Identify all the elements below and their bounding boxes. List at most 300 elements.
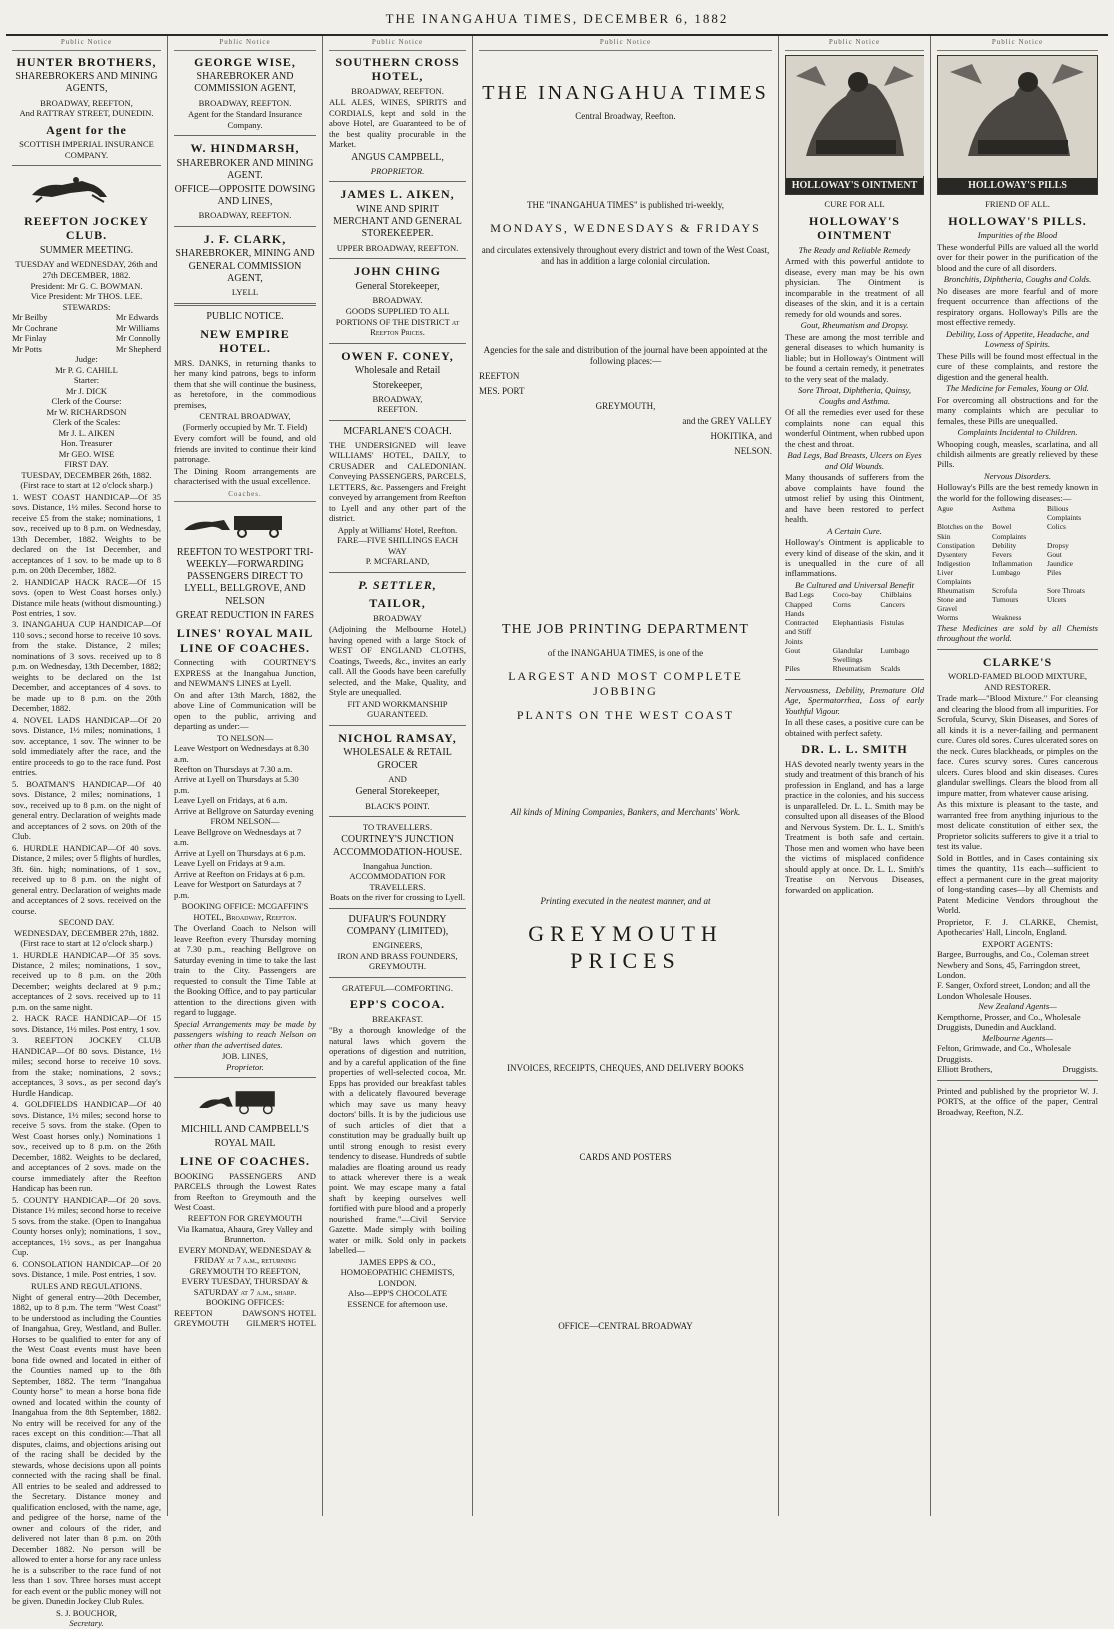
divider (329, 725, 466, 726)
agent-line: Agent for the Standard Insurance Company. (187, 109, 303, 130)
largest-line: LARGEST AND MOST COMPLETE JOBBING (508, 669, 743, 698)
advert-title: HOLLOWAY'S PILLS. (948, 213, 1087, 228)
section-heading: The Medicine for Females, Young or Old. (946, 383, 1089, 394)
office-line: OFFICE—CENTRAL BROADWAY (558, 1320, 693, 1331)
advert-subtitle: WORLD-FAMED BLOOD MIXTURE, (947, 671, 1087, 682)
pills-engraving (937, 55, 1098, 196)
advert-subtitle: General Storekeeper, (355, 280, 440, 292)
blank-space (479, 989, 772, 1059)
office-hotel: GILMER'S HOTEL (246, 1318, 316, 1329)
schedule-line: Leave Bellgrove on Wednesdays at 7 a.m. (174, 826, 302, 848)
address-line: CENTRAL BROADWAY, (199, 411, 291, 422)
offices-row (174, 1318, 316, 1328)
advert-body: In all these cases, a positive cure can be obtained with perfect safety. (785, 717, 924, 738)
schedule-line: Arrive at Lyell on Thursdays at 5.30 p.m. (174, 774, 299, 795)
advert-body: (Adjoining the Melbourne Hotel,) having opened with a large Stock of WEST OF ENGLAND CLOTHS, Coatings, Tweeds, &c., invites an early call. All the Goods have been carefully selected, and the Make, Quality, and Style are unequalled. (329, 624, 466, 698)
days-line: EVERY TUESDAY, THURSDAY & SATURDAY at 7 a.m., sharp. (181, 1276, 309, 1297)
advert-title: W. HINDMARSH, (190, 140, 300, 155)
steward-name: Mr Connolly (115, 333, 161, 344)
list-item: Rheumatism (832, 664, 872, 674)
steward-name: Mr Beilby (12, 312, 48, 323)
engraving-banner: HOLLOWAY'S OINTMENT (786, 178, 923, 194)
list-item: Piles (785, 664, 800, 674)
advert-body: As this mixture is pleasant to the taste, and warranted free from anything injurious to the most delicate constitution of either sex, the Proprietor solicits sufferers to give it a trial to test its value. (937, 799, 1098, 852)
address-line: LYELL (231, 287, 259, 298)
address-line: BROADWAY, (372, 393, 423, 404)
official-role: Clerk of the Course: (51, 396, 122, 407)
list-item: Bilious Complaints (1047, 504, 1082, 523)
advert-subtitle: SHAREBROKER, MINING AND GENERAL COMMISSION AGENT, (175, 248, 315, 284)
advert-title: DUFAUR'S FOUNDRY COMPANY (LIMITED), (346, 913, 449, 937)
stewards-list (12, 312, 161, 354)
column-1 (6, 36, 168, 1629)
advert-title: JOHN CHING (353, 264, 441, 279)
offices-row (174, 1308, 316, 1318)
fare-line: FARE—FIVE SHILLINGS EACH WAY (336, 535, 459, 556)
steward-name: Mr Cochrane (12, 322, 58, 333)
club-title: REEFTON JOCKEY CLUB. (24, 213, 149, 243)
advert-title: HUNTER BROTHERS, (16, 54, 157, 69)
official-name: Mr W. RICHARDSON (46, 406, 127, 417)
booking-line: BOOKING OFFICE: MCGAFFIN'S HOTEL, Broadway, Reefton. (181, 901, 309, 922)
advert-title: JAMES L. AIKEN, (340, 187, 455, 202)
advert-body: Connecting with COURTNEY'S EXPRESS at the Inangahua Junction, and NEWMAN'S LINES at Lyell. (174, 657, 316, 689)
agency-town: GREYMOUTH, (595, 401, 656, 412)
proprietor-role: Proprietor. (226, 1061, 264, 1072)
advert-title: NICHOL RAMSAY, (338, 730, 457, 745)
advert-body: MRS. DANKS, in returning thanks to her many kind patrons, begs to inform them that she will continue the business, as heretofore, in the commodious premises, (174, 357, 316, 410)
blank-space (479, 822, 772, 892)
official-role: Starter: (73, 375, 100, 386)
advert-subtitle: ACCOMMODATION FOR TRAVELLERS. (349, 871, 446, 892)
advert-body: These Pills will be found most effectual in the cure of these complaints, and restore the digestion and the general health. (937, 350, 1098, 382)
advert-subtitle: WHOLESALE & RETAIL GROCER (343, 747, 452, 771)
race-entry: 6. CONSOLATION HANDICAP—Of 20 sovs. Distance, 1 mile. Post entries, 1 sov. (12, 1258, 161, 1280)
day-start: (First race to start at 12 o'clock sharp.) (20, 480, 153, 491)
list-item: Lumbago (880, 645, 910, 655)
advert-title: OWEN F. CONEY, (341, 348, 454, 363)
day-heading: SECOND DAY. (58, 917, 115, 928)
section-header: Coaches. (174, 488, 316, 503)
list-item: Debility (992, 540, 1017, 550)
advert-title: LINE OF COACHES. (180, 1153, 310, 1168)
list-item: Weakness (992, 612, 1022, 622)
list-item: Elephantiasis (832, 618, 874, 628)
schedule-heading: FROM NELSON— (210, 816, 280, 827)
race-entry: 5. COUNTY HANDICAP—Of 20 sovs. Distance 1½ miles; second horse to receive 5 sovs. from the stake. (Open to Inangahua County horses only); nominations, 1 sov., acceptances, 1½ sovs., as per Inangahua Cup. (12, 1194, 161, 1258)
divider (174, 226, 316, 227)
list-item: Coco-bay (832, 590, 863, 600)
divider (329, 816, 466, 817)
advert-body: Every comfort will be found, and old friends are invited to continue their kind patronage. (174, 433, 316, 465)
advert-title: COURTNEY'S JUNCTION ACCOMMODATION-HOUSE. (332, 834, 463, 858)
section-heading: Gout, Rheumatism and Dropsy. (800, 320, 909, 331)
advert-body: For overcoming all obstructions and for the many complaints which are peculiar to females, these Pills are unequalled. (937, 394, 1098, 426)
list-item: Stone and Gravel (937, 594, 967, 613)
divider (329, 343, 466, 344)
advert-title: LINES' ROYAL MAIL LINE OF COACHES. (176, 625, 314, 655)
list-item: Fevers (992, 549, 1012, 559)
company-line: COMPANY. (64, 149, 109, 160)
schedule-line: Arrive at Lyell on Thursdays at 6 p.m. (174, 847, 306, 858)
divider (937, 1080, 1098, 1081)
day-date: WEDNESDAY, DECEMBER 27th, 1882. (14, 927, 159, 938)
schedule-line: Arrive at Bellgrove on Saturday evening (174, 805, 314, 816)
advert-subtitle: SHAREBROKER AND COMMISSION AGENT, (194, 71, 296, 95)
advert-title: SOUTHERN CROSS HOTEL, (335, 54, 460, 84)
vicepresident-line: Vice President: Mr THOS. LEE. (30, 291, 143, 302)
advert-body: GOODS SUPPLIED TO ALL PORTIONS OF THE DISTRICT at Reefton Prices. (335, 306, 460, 338)
list-item: Dysentery (937, 549, 968, 559)
circulation-line: and circulates extensively throughout every district and town of the West Coast, and has in addition a large colonial circulation. (481, 245, 770, 267)
list-item: Colics (1047, 522, 1066, 532)
advert-body: Holloway's Ointment is applicable to every kind of disease of the skin, and it is unequalled in the cure of all inflammations. (785, 537, 924, 579)
section-heading: Sore Throat, Diphtheria, Quinsy, Coughs and Asthma. (798, 385, 911, 406)
list-item: Piles (1047, 567, 1062, 577)
list-item: Inflammation (992, 558, 1033, 568)
list-item: Scalds (880, 664, 901, 674)
engraving-banner: HOLLOWAY'S PILLS (938, 178, 1097, 194)
divider (174, 135, 316, 136)
column-2 (168, 36, 323, 1516)
advert-subtitle: ROYAL MAIL (214, 1137, 276, 1149)
advert-subtitle: Storekeeper, (372, 379, 423, 391)
address-line: BROADWAY (373, 613, 422, 623)
section-heading: Debility, Loss of Appetite, Headache, and Lowness of Spirits. (945, 328, 1090, 350)
route-line: REEFTON TO WESTPORT TRI-WEEKLY—FORWARDING PASSENGERS DIRECT TO LYELL, BELLGROVE, AND NELSON (176, 546, 314, 607)
invoice-line: INVOICES, RECEIPTS, CHEQUES, AND DELIVERY BOOKS (507, 1062, 744, 1073)
schedule-line: Leave Lyell on Fridays, at 6 a.m. (174, 795, 288, 806)
advert-body: Holloway's Pills are the best remedy known in the world for the following diseases:— (937, 482, 1098, 503)
official-role: Hon. Treasurer (60, 438, 113, 449)
official-name: Mr GEO. WISE (58, 448, 115, 459)
divider (329, 181, 466, 182)
allegory-figure-icon (938, 56, 1096, 176)
cards-line: CARDS AND POSTERS (579, 1151, 672, 1162)
racehorse-icon (12, 175, 162, 203)
advert-subtitle: Wholesale and Retail (354, 365, 441, 377)
offices-heading: BOOKING OFFICES: (205, 1297, 285, 1308)
advert-body: These wonderful Pills are valued all the world over for their power in the purification of the blood and the cure of all disorders. (937, 241, 1098, 273)
plants-line: PLANTS ON THE WEST COAST (516, 708, 735, 723)
agencies-line: Agencies for the sale and distribution of the journal have been appointed at the following places:— (483, 345, 768, 367)
steward-name: Mr Shepherd (115, 343, 161, 354)
schedule-line: Leave Westport on Wednesdays at 8.30 a.m. (174, 743, 309, 764)
list-item: Fistulas (880, 618, 904, 628)
route-line: REEFTON FOR GREYMOUTH (187, 1213, 303, 1224)
agent-line: Kempthorne, Prosser, and Co., Wholesale Druggists, Dunedin and Auckland. (937, 1011, 1081, 1033)
race-entry: 1. HURDLE HANDICAP—Of 35 sovs. Distance, 2 miles; nominations, 1 sov., received up to 8 p.m. on the 20th December; weights declared at 9 p.m.; acceptances of 2 sovs. received up to 11 p.m. on the same night. (12, 949, 161, 1012)
day-date: TUESDAY, DECEMBER 26th, 1882. (21, 469, 152, 480)
race-entry: 3. REEFTON JOCKEY CLUB HANDICAP—Of 80 sovs. Distance, 1½ miles; second horse to receive 10 sovs. from the stake; nominations, 2 sovs.; acceptances, 3 sovs., as per second day's Hurdle Handicap. (12, 1035, 161, 1098)
proprietor-line: Proprietor, F. J. CLARKE, Chemist, Apothecaries' Hall, Lincoln, England. (937, 916, 1098, 938)
newspaper-title: THE INANGAHUA TIMES (482, 81, 769, 104)
ailment-list (785, 590, 924, 673)
advert-subtitle: IRON AND BRASS FOUNDERS, (337, 950, 458, 961)
address-line: BLACK'S POINT. (365, 800, 430, 811)
prices-line: GREYMOUTH PRICES (528, 921, 723, 973)
agent-line: Agent for the (46, 122, 127, 137)
advert-body: Many thousands of sufferers from the above complaints have found the utmost relief by using this Ointment, and have been restored to perfect health. (785, 472, 924, 525)
advert-body: These Medicines are sold by all Chemists throughout the world. (937, 622, 1098, 644)
address-line: REEFTON. (377, 404, 418, 415)
proprietor-name: ANGUS CAMPBELL, (351, 151, 444, 163)
list-item: Glandular Swellings (832, 645, 864, 665)
advert-subtitle: General Storekeeper, (355, 786, 440, 798)
guarantee-line: FIT AND WORKMANSHIP GUARANTEED. (347, 698, 448, 720)
stewards-heading: STEWARDS: (62, 301, 111, 312)
ailment-list (937, 504, 1098, 621)
divider (174, 303, 316, 306)
notice-heading: PUBLIC NOTICE. (206, 310, 284, 322)
advert-subtitle: SHAREBROKER AND MINING AGENT. (176, 157, 314, 181)
advert-body: These are among the most terrible and general diseases to which humanity is liable; but in Holloway's Ointment will be found a certain remedy, it penetrates to the very seat of the malady. (785, 331, 924, 384)
office-line: OFFICE—OPPOSITE DOWSING AND LINES, (174, 183, 316, 208)
steward-name: Mr Potts (12, 343, 42, 354)
agent-line: Felton, Grimwade, and Co., Wholesale Druggists. (937, 1043, 1071, 1064)
blank-space (479, 126, 772, 196)
insurance-line: SCOTTISH IMPERIAL INSURANCE (19, 139, 154, 150)
list-item: Contracted and Stiff Joints (785, 618, 819, 646)
advert-subtitle: SHAREBROKERS AND MINING AGENTS, (15, 71, 158, 95)
section-heading: Melbourne Agents— (982, 1032, 1053, 1043)
advert-title: J. F. CLARK, (203, 231, 287, 246)
advert-title: P. SETTLER, (358, 577, 437, 592)
schedule-heading: TO NELSON— (217, 732, 273, 743)
coach-icon (174, 510, 314, 538)
divider (329, 977, 466, 978)
list-item: Bad Legs (785, 590, 814, 600)
schedule-line: Arrive at Reefton on Fridays at 6 p.m. (174, 868, 306, 879)
proprietor-role: PROPRIETOR. (370, 165, 425, 176)
advert-body: Boats on the river for crossing to Lyell. (329, 892, 466, 903)
advert-title: DR. L. L. SMITH (801, 742, 908, 757)
day-start: (First race to start at 12 o'clock sharp.) (20, 938, 153, 949)
race-entry: 5. BOATMAN'S HANDICAP—Of 40 sovs. Distance, 2 miles; nominations, 1 sov., received up to 8 p.m. on the night of general entry. Declaration of weights made and acceptances of 2 sovs. on 20th of the Club. (12, 778, 161, 842)
address-line: BROADWAY, REEFTON. (198, 97, 292, 108)
list-item: Constipation (937, 540, 975, 550)
conjunction: AND (388, 773, 407, 784)
list-item: Tumours (992, 594, 1019, 604)
agency-town: MES. PORT (479, 386, 525, 397)
column-header: Public Notice (12, 36, 161, 51)
official-role: Clerk of the Scales: (52, 417, 121, 428)
advert-kicker: GRATEFUL—COMFORTING. (342, 982, 453, 993)
address-line: And RATTRAY STREET, DUNEDIN. (19, 108, 154, 119)
schedule-line: Leave Lyell on Fridays at 9 a.m. (174, 858, 286, 869)
list-item: Gout (785, 645, 801, 655)
address-line: BROADWAY. (372, 294, 423, 305)
kinds-line: All kinds of Mining Companies, Bankers, and Merchants' Work. (510, 807, 741, 818)
steward-name: Mr Finlay (12, 333, 47, 344)
list-item: Chilblains (880, 590, 912, 600)
list-item: Cancers (880, 599, 905, 609)
advert-title: HOLLOWAY'S OINTMENT (809, 213, 900, 243)
rules-text: Night of general entry—20th December, 1882, up to 8 p.m. The term "West Coast" to be understood as including the Counties of Inangahua, Grey, Westland, and Buller. Horses to be qualified to enter for any of the West Coast events must have been bona fide owned and located in either of the Counties named up to the 8th September, 1882. The term "Inangahua County horse" to mean a horse bona fide owned and located within the county of Inangahua from the 8th September, 1882. No entry will be received for any of the races except on this condition:—That all disputes, claims, and objections arising out of the racing shall be decided by the stewards, whose decisions upon all points connected with the racing shall be final. All entries to be sealed and addressed to the Secretary. Distance money and qualification enclosed, with the name, age, and pedigree of the horse, name of the owner and colours of the rider, and delivered not later than 8 p.m. on 20th December 1882. No person will be allowed to enter a horse for any race unless he is a subscriber to the race fund of not less than 1 sov. Three horses must accept for each event or the public money will not be given. Dunedin Jockey Club Rules. (12, 1292, 161, 1607)
agency-town: HOKITIKA, and (710, 431, 772, 442)
advert-subtitle: ENGINEERS, (372, 940, 423, 951)
section-heading: New Zealand Agents— (978, 1001, 1057, 1012)
address-line: LONDON. (378, 1277, 417, 1288)
advert-body: HAS devoted nearly twenty years in the study and treatment of this branch of his profession in England, and has a large practice in the colonies, and his success is unparalleled. Dr. L. L. Smith may be consulted upon all diseases of the Blood and Nervous System. Dr. L. L. Smith's Treatment is both safe and certain. Those men and women who have been the victims of misplaced confidence should apply at once. Dr. L. L. Smith's Treatise on Nervous Diseases, forwarded on application. (785, 758, 924, 895)
advert-body: Sold in Bottles, and in Cases containing six times the quantity, 11s each—sufficient to effect a permanent cure in the great majority of long-standing cases—by all Chemists and Patent Medicine Vendors throughout the World. (937, 852, 1098, 916)
section-heading: Be Cultured and Universal Benefit (794, 579, 915, 590)
divider (329, 420, 466, 421)
coach-icon (174, 1087, 314, 1115)
divider (937, 649, 1098, 650)
section-heading: EXPORT AGENTS: (982, 938, 1053, 949)
meeting-title: SUMMER MEETING. (39, 244, 134, 256)
advert-body: Trade mark—"Blood Mixture." For cleansing and clearing the blood from all impurities. For Scrofula, Scurvy, Skin Diseases, and Sores of all kinds it is a never-failing and permanent cure. Cures old sores. Cures ulcerated sores on the neck. Cures blackheads, or pimples on the face. Cures scurvy sores. Cures cancerous ulcers. Cures blood and skin diseases. Cures glandular swellings. Clears the blood from all impure matter, from whatever cause arising. (937, 693, 1098, 798)
blank-space (479, 271, 772, 341)
druggist-name: Elliott Brothers, (937, 1064, 993, 1075)
proprietor-name: JAMES EPPS & CO., (359, 1256, 436, 1267)
divider (785, 679, 924, 680)
office-town: GREYMOUTH (174, 1318, 229, 1329)
blank-space (479, 461, 772, 611)
signature: P. MCFARLAND, (365, 556, 430, 567)
steward-name: Mr Williams (115, 322, 160, 333)
column-5 (779, 36, 931, 1516)
rules-heading: RULES AND REGULATIONS. (30, 1280, 142, 1291)
divider (329, 258, 466, 259)
advert-body: BOOKING PASSENGERS AND PARCELS through the Lowest Rates from Reefton to Greymouth and the West Coast. (174, 1170, 316, 1212)
list-item: Asthma (992, 504, 1015, 514)
formerly-line: (Formerly occupied by Mr. T. Field) (182, 421, 308, 432)
advert-subtitle: WINE AND SPIRIT MERCHANT AND GENERAL STOREKEEPER. (333, 203, 462, 240)
list-item: Ague (937, 504, 954, 514)
imprint: Printed and published by the proprietor W. J. PORTS, at the office of the paper, Central Broadway, Reefton, N.Z. (937, 1085, 1098, 1117)
advert-title: GEORGE WISE, (194, 54, 296, 69)
list-item: Corns (832, 599, 851, 609)
list-item: Scrofula (992, 585, 1018, 595)
list-item: Chapped Hands (785, 599, 812, 618)
advert-title: NEW EMPIRE HOTEL. (200, 326, 290, 356)
druggist-row (937, 1064, 1098, 1074)
column-header: Public Notice (785, 36, 924, 51)
department-subtitle: of the INANGAHUA TIMES, is one of the (547, 648, 704, 659)
divider (12, 165, 161, 166)
advert-body: Also—EPP'S CHOCOLATE ESSENCE for afternoon use. (347, 1288, 448, 1309)
agency-town: REEFTON (479, 371, 520, 382)
advert-kicker: FRIEND OF ALL. (985, 199, 1050, 210)
address-line: BROADWAY, REEFTON, (40, 97, 133, 108)
druggist-role: Druggists. (1062, 1064, 1098, 1075)
advert-subtitle: AND RESTORER. (984, 681, 1051, 692)
column-header: Public Notice (937, 36, 1098, 51)
advert-body: Armed with this powerful antidote to disease, every man may be his own physician. The Ointment is incomparable in the treatment of all diseases of the skin, and it is a certain remedy for old wounds and sores. (785, 256, 924, 319)
list-item: Sore Throats (1047, 585, 1085, 595)
column-6 (931, 36, 1104, 1516)
race-entry: 2. HANDICAP HACK RACE—Of 15 sovs. (open to West Coast horses only.) Distance mile heats (without dismounting.) Post entries, 1 sov. (12, 576, 161, 618)
column-header: Public Notice (479, 36, 772, 51)
race-entry: 2. HACK RACE HANDICAP—Of 15 sovs. Distance, 1½ miles. Post entry, 1 sov. (12, 1013, 161, 1034)
advert-title: CLARKE'S (982, 654, 1053, 669)
meeting-dates: TUESDAY and WEDNESDAY, 26th and 27th DECEMBER, 1882. (15, 259, 158, 280)
race-entry: 6. HURDLE HANDICAP—Of 40 sovs. Distance, 2 miles; over 5 flights of hurdles, 3ft. 6in. high; nominations, of 1 sov., received up to 8 p.m. on the night of general entry. Declaration of weights made and acceptances of 2 sovs. received on the course. (12, 842, 161, 916)
address-line: Inangahua Junction. (362, 860, 433, 871)
reduction-line: GREAT REDUCTION IN FARES (175, 609, 315, 621)
days-line: EVERY MONDAY, WEDNESDAY & FRIDAY at 7 a.m., returning (178, 1244, 312, 1266)
via-line: Via Ikamatua, Ahaura, Grey Valley and Brunnerton. (177, 1223, 313, 1245)
list-item: Blotches on the Skin (937, 522, 983, 541)
column-header: Public Notice (329, 36, 466, 51)
advert-body: Of all the remedies ever used for these complaints none can equal this wonderful Ointment, when rubbed upon the chest and throat. (785, 407, 924, 449)
page-masthead: THE INANGAHUA TIMES, DECEMBER 6, 1882 (385, 11, 729, 26)
official-role: Judge: (75, 354, 98, 365)
column-4 (473, 36, 779, 1516)
official-name: Mr P. G. CAHILL (55, 364, 118, 375)
advert-body: "By a thorough knowledge of the natural laws which govern the operations of digestion and nutrition, and by a careful application of the fine properties of well-selected cocoa, Mr. Epps has provided our breakfast tables with a delicately flavoured beverage which may save us many heavy doctors' bills. It is by the judicious use of such articles of diet that a constitution may be gradually built up until strong enough to resist every tendency to disease. Hundreds of subtle maladies are floating around us ready to attack wherever there is a weak point. We may escape many a fatal shaft by keeping ourselves well fortified with pure blood and a properly nourished frame."—Civil Service Gazette. Made simply with boiling water or milk. Sold only in packets labelled— (329, 1025, 466, 1256)
route-line: GREYMOUTH TO REEFTON, (189, 1265, 301, 1276)
official-name: Mr J. L. AIKEN (58, 427, 115, 438)
list-item: Gout (1047, 549, 1062, 559)
list-item: Worms (937, 612, 959, 622)
race-entry: 1. WEST COAST HANDICAP—Of 35 sovs. Distance, 1½ miles. Second horse to receive £5 from the stake; nominations, 1 sov., received up to 8 p.m. on Wednesday, 13th December, 1882. Weights to be declared on the 1st December, and acceptances of 1 sov. to be made up to 8 p.m. on 20th December, 1882. (12, 491, 161, 576)
signature: S. J. BOUCHOR, (56, 1607, 117, 1618)
signature-role: Secretary. (69, 1618, 104, 1629)
list-item: Jaundice (1047, 558, 1073, 568)
published-line: THE "INANGAHUA TIMES" is published tri-weekly, (526, 199, 725, 210)
special-note: Special Arrangements may be made by passengers wishing to reach Nelson on other than the advertised dates. (174, 1018, 316, 1050)
column-header: Public Notice (174, 36, 316, 51)
advert-body: On and after 13th March, 1882, the above Line of Communication will be open to the public, arriving and departing as under:— (174, 689, 316, 732)
race-entry: 4. GOLDFIELDS HANDICAP—Of 40 sovs. Distance, 1½ miles; second horse to receive 5 sovs. from the stake. (Open to West Coast horses only.) Nominations 1 sov., received up to 8 p.m. on the 26th December, 1882. Weights to be declared, and acceptances of 2 sovs. made on the course immediately after the Reefton Handicap has been run. (12, 1099, 161, 1194)
advert-title: EPP'S COCOA. (349, 997, 446, 1012)
columns (6, 36, 1108, 1629)
notice-heading: TO TRAVELLERS. (362, 822, 433, 832)
address-line: BROADWAY, REEFTON. (198, 210, 292, 221)
blank-space (479, 1167, 772, 1317)
list-item: Rheumatism (937, 585, 975, 595)
agency-town: and the GREY VALLEY (682, 416, 772, 427)
advert-subtitle: BREAKFAST. (371, 1013, 423, 1024)
advert-body: THE UNDERSIGNED will leave WILLIAMS' HOTEL, DAILY, to CRUSADER and CALEDONIAN. Conveying PASSENGERS, PARCELS, LETTERS, &c. Passengers and Freight conveyed by arrangement from Reefton to Lyell and any other part of the district. (329, 439, 466, 524)
advert-title: Nervousness, Debility, Premature Old Age, Spermatorrhea, Loss of early Youthful Vigour. (785, 684, 924, 716)
address-line: GREYMOUTH. (368, 961, 427, 972)
proprietor-name: JOB. LINES, (221, 1051, 269, 1062)
office-town: REEFTON (174, 1307, 213, 1318)
divider (329, 908, 466, 909)
race-entry: 3. INANGAHUA CUP HANDICAP—Of 110 sovs.; second horse to receive 10 sovs. from the stake. Distance, 2 miles; nominations of 3 sovs. received up to 8 p.m. on Wednesday, 13th December, 1882; weights to be declared on the 1st December, and acceptances of 4 sovs. to be made up to 8 p.m. on the 20th December, 1882. (12, 619, 161, 714)
list-item: Lumbago (992, 567, 1021, 577)
schedule-line: Reefton on Thursdays at 7.30 a.m. (174, 764, 293, 774)
president-line: President: Mr G. C. BOWMAN. (30, 280, 143, 291)
advert-body: Whooping cough, measles, scarlatina, and all childish ailments are greatly relieved by these Pills. (937, 438, 1098, 470)
days-line: MONDAYS, WEDNESDAYS & FRIDAYS (490, 220, 761, 235)
ointment-engraving (785, 55, 924, 196)
advert-subtitle: TAILOR, (369, 596, 426, 611)
advert-title: MCFARLANE'S COACH. (343, 425, 452, 437)
list-item: Liver Complaints (937, 567, 972, 586)
list-item: Ulcers (1047, 594, 1067, 604)
race-entry: 4. NOVEL LADS HANDICAP—Of 20 sovs. Distance, 1½ miles; nominations, 1 sov. acceptance, 1 sov. The winner to be sold immediately after the race, and the entire proceeds to go to the race fund. Post entries. (12, 714, 161, 778)
address-line: UPPER BROADWAY, REEFTON. (336, 242, 459, 253)
official-name: Mr J. DICK (65, 385, 108, 396)
column-3 (323, 36, 473, 1516)
advert-kicker: CURE FOR ALL (824, 199, 885, 210)
apply-line: Apply at Williams' Hotel, Reefton. (337, 524, 458, 535)
allegory-figure-icon (786, 56, 924, 176)
steward-name: Mr Edwards (115, 312, 159, 323)
list-item: Bowel Complaints (992, 522, 1027, 541)
advert-subtitle: The Ready and Reliable Remedy (798, 244, 911, 255)
advert-body: The Overland Coach to Nelson will leave Reefton every Thursday morning at 7.30 p.m., reaching Bellgrove on Saturday evening in time to take the last train to the City. Passengers are requested to consult the Time Table at the Booking Office, and to pay particular attention to the directions given with regard to luggage. (174, 923, 316, 1018)
agent-line: F. Sanger, Oxford street, London; and all the London Wholesale Houses. (937, 980, 1091, 1001)
list-item: Dropsy (1047, 540, 1069, 550)
address-line: BROADWAY, REEFTON. (351, 85, 444, 96)
execution-line: Printing executed in the neatest manner, and at (540, 896, 711, 907)
